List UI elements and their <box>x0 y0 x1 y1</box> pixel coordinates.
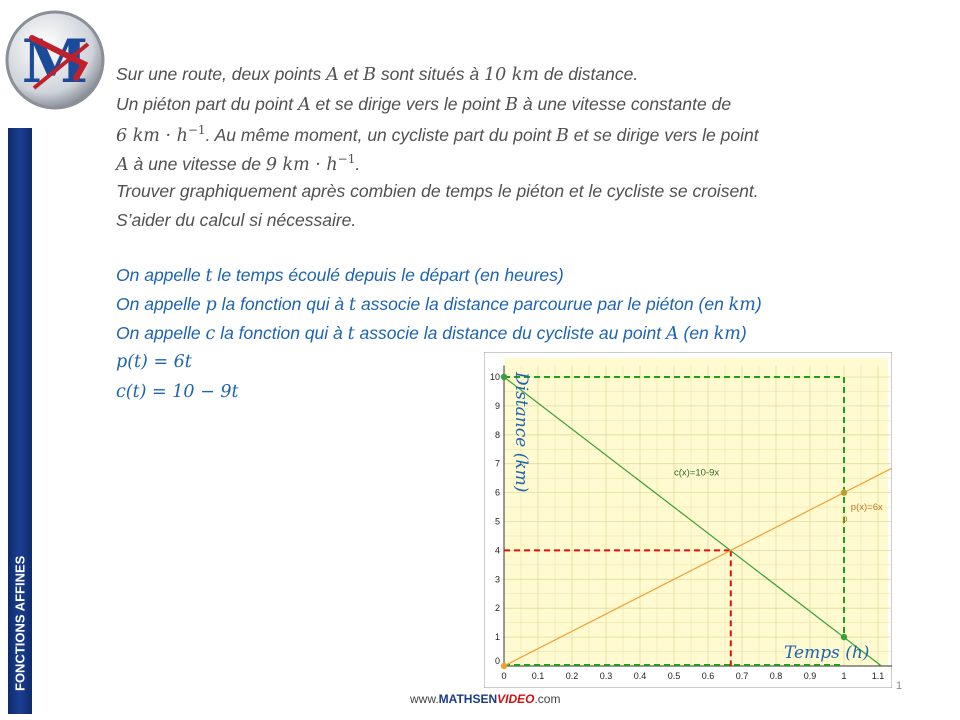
x-tick-label: 0.1 <box>531 671 545 681</box>
y-tick-label: 8 <box>494 429 500 440</box>
problem-line-6: S’aider du calcul si nécessaire. <box>116 210 357 230</box>
x-tick-label: 0 <box>501 671 507 681</box>
problem-line-2: Un piéton part du point A et se dirige vers le point B à une vitesse constante de <box>116 94 732 115</box>
x-tick-label: 0.7 <box>735 671 749 681</box>
data-point <box>841 634 847 640</box>
graph <box>484 352 892 688</box>
x-tick-label: 0.5 <box>667 671 681 681</box>
solution-line-3: On appelle c la fonction qui à t associe la distance du cycliste au point A (en km) <box>116 323 747 344</box>
y-tick-label: 10 <box>489 372 500 382</box>
y-tick-label: 4 <box>494 545 500 556</box>
plot-area <box>504 358 888 666</box>
footer-url[interactable]: www.MATHSENVIDEO.com <box>410 692 561 706</box>
p-function-label: p(x)=6x <box>850 501 883 513</box>
equation-p: p(t) = 6t <box>116 352 192 372</box>
c-function-label: c(x)=10-9x <box>674 467 720 479</box>
equation-c: c(t) = 10 − 9t <box>116 382 239 402</box>
solution-line-1: On appelle t le temps écoulé depuis le départ (en heures) <box>116 265 564 286</box>
x-tick-label: 0.8 <box>769 671 783 681</box>
x-tick-label: 1 <box>841 671 847 681</box>
x-tick-label: 0.9 <box>803 671 817 681</box>
problem-line-1: Sur une route, deux points A et B sont situés à 10 km de distance. <box>116 64 639 85</box>
y-tick-label: 5 <box>494 516 500 527</box>
y-tick-label: 3 <box>494 574 500 585</box>
y-tick-label: 0 <box>494 656 500 666</box>
data-point <box>501 374 507 380</box>
sidebar-band <box>8 128 32 714</box>
y-tick-label: 9 <box>494 400 500 411</box>
y-tick-label: 7 <box>494 458 500 469</box>
data-point <box>501 663 507 669</box>
mathsenvideo-logo <box>4 4 106 116</box>
problem-line-3: 6 km · $h^{-1}$. Au même moment, un cycliste part du point B et se dirige vers le point <box>116 123 759 146</box>
solution-line-2: On appelle p la fonction qui à t associe la distance parcourue par le piéton (en km) <box>116 294 762 315</box>
svg-text:M: M <box>21 27 89 97</box>
sidebar-label: FONCTIONS AFFINES <box>12 555 28 691</box>
y-tick-label: 6 <box>494 487 500 498</box>
y-tick-label: 1 <box>494 632 500 643</box>
problem-line-5: Trouver graphiquement après combien de temps le piéton et le cycliste se croisent. <box>116 181 759 201</box>
data-point <box>841 489 847 495</box>
x-tick-label: 0.2 <box>565 671 579 681</box>
x-tick-label: 1.1 <box>871 671 885 681</box>
x-axis-title: Temps (h) <box>784 643 870 663</box>
x-tick-label: 0.6 <box>701 671 715 681</box>
problem-line-4: A à une vitesse de 9 km · $h^{-1}$. <box>116 152 361 175</box>
p-point-label: p <box>842 513 848 525</box>
page-number: 1 <box>896 680 903 692</box>
x-tick-label: 0.4 <box>633 671 647 681</box>
y-axis-title: Distance (km) <box>511 372 531 493</box>
y-tick-label: 2 <box>494 603 500 614</box>
x-tick-label: 0.3 <box>599 671 613 681</box>
